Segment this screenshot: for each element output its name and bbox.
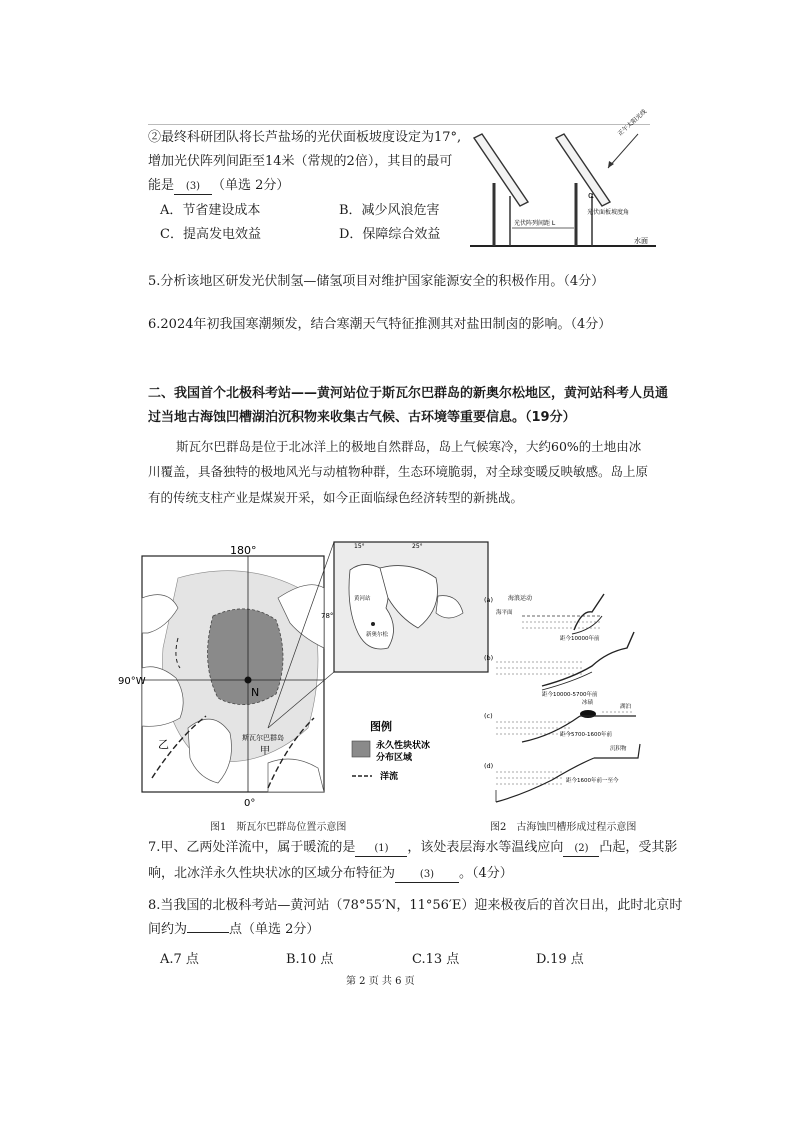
fig2-d-sediment: 沉积物 (610, 746, 627, 752)
figure-1-caption: 图1 斯瓦尔巴群岛位置示意图 (210, 822, 347, 833)
top-rule (148, 124, 650, 125)
pole-label: N (251, 686, 260, 699)
inset-place-1: 黄河站 (354, 596, 371, 602)
q8-line2-pre: 间约为 (148, 922, 188, 937)
current-jia-label: 甲 (260, 746, 270, 757)
q7-part5: 。（4分） (459, 866, 513, 881)
svalbard-label: 斯瓦尔巴群岛 (242, 734, 284, 742)
legend-title: 图例 (370, 720, 392, 733)
fig2-a-sealevel: 海平面 (496, 610, 513, 616)
option-a: A．节省建设成本 (160, 203, 261, 218)
fig2-c-label: (c) (484, 712, 493, 720)
option-c: C．提高发电效益 (160, 227, 261, 242)
inset-place-2: 新奥尔松 (366, 632, 389, 638)
question-5: 5.分析该地区研发光伏制氢—储氢项目对维护国家能源安全的积极作用。（4分） (148, 274, 605, 289)
q7-part1: 7.甲、乙两处洋流中，属于暖流的是 (148, 840, 356, 855)
current-yi-label: 乙 (158, 738, 169, 751)
fig2-a-wave: 海浪运动 (508, 595, 533, 602)
question-6: 6.2024年初我国寒潮频发，结合寒潮天气特征推测其对盐田制卤的影响。（4分） (148, 317, 612, 332)
section-2-line2: 过当地古海蚀凹槽湖泊沉积物来收集古气候、古环境等重要信息。（19分） (148, 410, 576, 425)
q8-option-b: B.10 点 (286, 952, 334, 967)
q8-option-a: A.7 点 (160, 952, 199, 967)
lon-180-label: 180° (230, 544, 257, 557)
section-2-line1: 二、我国首个北极科考站——黄河站位于斯瓦尔巴群岛的新奥尔松地区，黄河站科考人员通 (148, 386, 669, 401)
panel-angle-label: 光伏面板坡度角 (587, 209, 630, 216)
option-d: D．保障综合效益 (339, 227, 441, 242)
page-footer: 第 2 页 共 6 页 (346, 976, 415, 987)
q4-2-line3-post: （单选 2分） (212, 178, 290, 193)
inset-lon1: 15° (354, 543, 365, 550)
question-8-line2 (148, 920, 319, 940)
answer-blank-3[interactable]: (3) (174, 180, 212, 195)
lon-90w-label: 90°W (118, 676, 146, 687)
sun-ray-label: 正午太阳光线 (616, 108, 649, 138)
q8-option-d: D.19 点 (536, 952, 584, 967)
intro-line3: 有的传统支柱产业是煤炭开采，如今正面临绿色经济转型的新挑战。 (148, 490, 524, 505)
question-7-line2 (148, 864, 513, 884)
north-pole-marker (245, 677, 252, 684)
lon-0-label: 0° (244, 798, 256, 809)
fig2-d-time: 距今1600年前一至今 (566, 778, 619, 784)
figure-2-caption: 图2 古海蚀凹槽形成过程示意图 (490, 822, 637, 833)
q4-2-line3-pre: 能是 (148, 178, 175, 193)
water-label: 水面 (634, 237, 648, 245)
question-8-line1: 8.当我国的北极科考站—黄河站（78°55′N，11°56′E）迎来极夜后的首次日出，此时北京时 (148, 898, 683, 913)
inset-lat: 78° (321, 612, 334, 620)
fig2-d-label: (d) (484, 762, 494, 770)
question-7-line1 (148, 838, 677, 858)
solar-panel-figure (470, 108, 656, 252)
figure-1-map (118, 538, 490, 810)
fig2-b-time: 距今10000-5700年前 (542, 692, 598, 698)
fig2-c-time: 距今5700-1600年前 (560, 732, 612, 738)
q8-option-c: C.13 点 (412, 952, 460, 967)
legend-ice-1: 永久性块状冰 (376, 741, 431, 751)
spacing-label: 光伏阵列间距 L (514, 220, 556, 227)
q4-2-line1: ②最终科研团队将长芦盐场的光伏面板坡度设定为17°, (148, 130, 462, 145)
q8-line2-post: 点（单选 2分） (229, 922, 320, 937)
q4-2-line3 (148, 176, 289, 196)
figure-2-diagram (482, 590, 652, 806)
fig2-a-time: 距今10000年前 (560, 636, 600, 642)
intro-line2: 川覆盖，具备独特的极地风光与动植物种群，生态环境脆弱，对全球变暖反映敏感。岛上原 (148, 464, 649, 479)
q7-part4: 响，北冰洋永久性块状冰的区域分布特征为 (148, 866, 396, 881)
legend-current: 洋流 (380, 772, 399, 782)
intro-line1: 斯瓦尔巴群岛是位于北冰洋上的极地自然群岛，岛上气候寒冷，大约60%的土地由冰 (176, 439, 642, 454)
fig2-c-glacier: 冰碛 (582, 700, 594, 706)
legend-ice-2: 分布区域 (376, 753, 413, 763)
fig2-a-label: (a) (484, 596, 494, 604)
q7-answer-blank-3[interactable]: (3) (395, 868, 459, 883)
inset-lon2: 25° (412, 543, 423, 550)
q7-answer-blank-2[interactable]: (2) (563, 842, 599, 857)
pack-ice-region (208, 609, 283, 705)
q8-answer-blank[interactable] (187, 932, 229, 933)
q7-answer-blank-1[interactable]: (1) (355, 842, 407, 857)
fig2-b-label: (b) (484, 654, 494, 662)
fig2-c-lake: 湖泊 (620, 704, 632, 710)
option-b: B．减少风浪危害 (339, 203, 440, 218)
q7-part2: ，该处表层海水等温线应向 (407, 840, 564, 855)
q7-part3: 凸起，受其影 (599, 840, 678, 855)
q4-2-line2: 增加光伏阵列间距至14米（常规的2倍），其目的最可 (148, 154, 453, 169)
alpha-symbol: α (588, 191, 594, 201)
